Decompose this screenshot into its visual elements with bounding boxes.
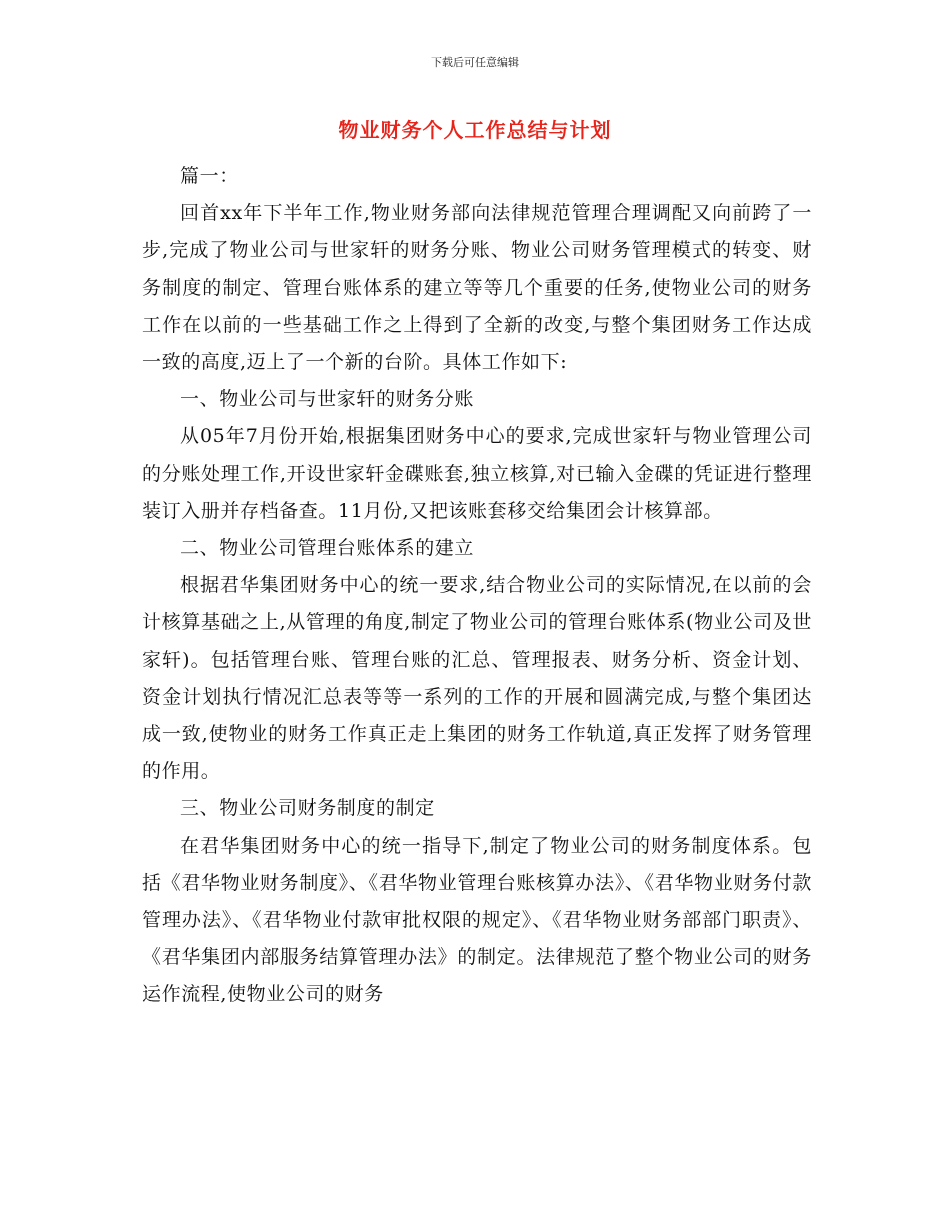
- section-heading: 三、物业公司财务制度的制定: [180, 797, 435, 820]
- paragraph: 在君华集团财务中心的统一指导下,制定了物业公司的财务制度体系。包括《君华物业财务制度》、《君华物业管理台账核算办法》、《君华物业财务付款管理办法》、《君华物业付款审批权限的规定》、《君华物业财务部部门职责》、《君华集团内部服务结算管理办法》的制定。法律规范了整个物业公司的财务运作流程,使物业公司的财务: [142, 834, 812, 1006]
- section-heading: 一、物业公司与世家轩的财务分账: [180, 388, 475, 411]
- section-label: 篇一：: [180, 165, 239, 187]
- paragraph: 根据君华集团财务中心的统一要求,结合物业公司的实际情况,在以前的会计核算基础之上,从管理的角度,制定了物业公司的管理台账体系(物业公司及世家轩)。包括管理台账、管理台账的汇总、管理报表、财务分析、资金计划、资金计划执行情况汇总表等等一系列的工作的开展和圆满完成,与整个集团达成一致,使物业的财务工作真正走上集团的财务工作轨道,真正发挥了财务管理的作用。: [142, 574, 812, 783]
- section-heading: 二、物业公司管理台账体系的建立: [180, 537, 475, 560]
- document-body: [142, 158, 812, 1014]
- paragraph: 回首xx年下半年工作,物业财务部向法律规范管理合理调配又向前跨了一步,完成了物业公司与世家轩的财务分账、物业公司财务管理模式的转变、财务制度的制定、管理台账体系的建立等等几个重要的任务,使物业公司的财务工作在以前的一些基础工作之上得到了全新的改变,与整个集团财务工作达成一致的高度,迈上了一个新的台阶。具体工作如下:: [142, 202, 812, 374]
- header-note: 下载后可任意编辑: [431, 56, 519, 69]
- document-title: 物业财务个人工作总结与计划: [338, 118, 612, 142]
- paragraph: 从05年7月份开始,根据集团财务中心的要求,完成世家轩与物业管理公司的分账处理工作,开设世家轩金碟账套,独立核算,对已输入金碟的凭证进行整理装订入册并存档备查。11月份,又把该账套移交给集团会计核算部。: [142, 425, 812, 522]
